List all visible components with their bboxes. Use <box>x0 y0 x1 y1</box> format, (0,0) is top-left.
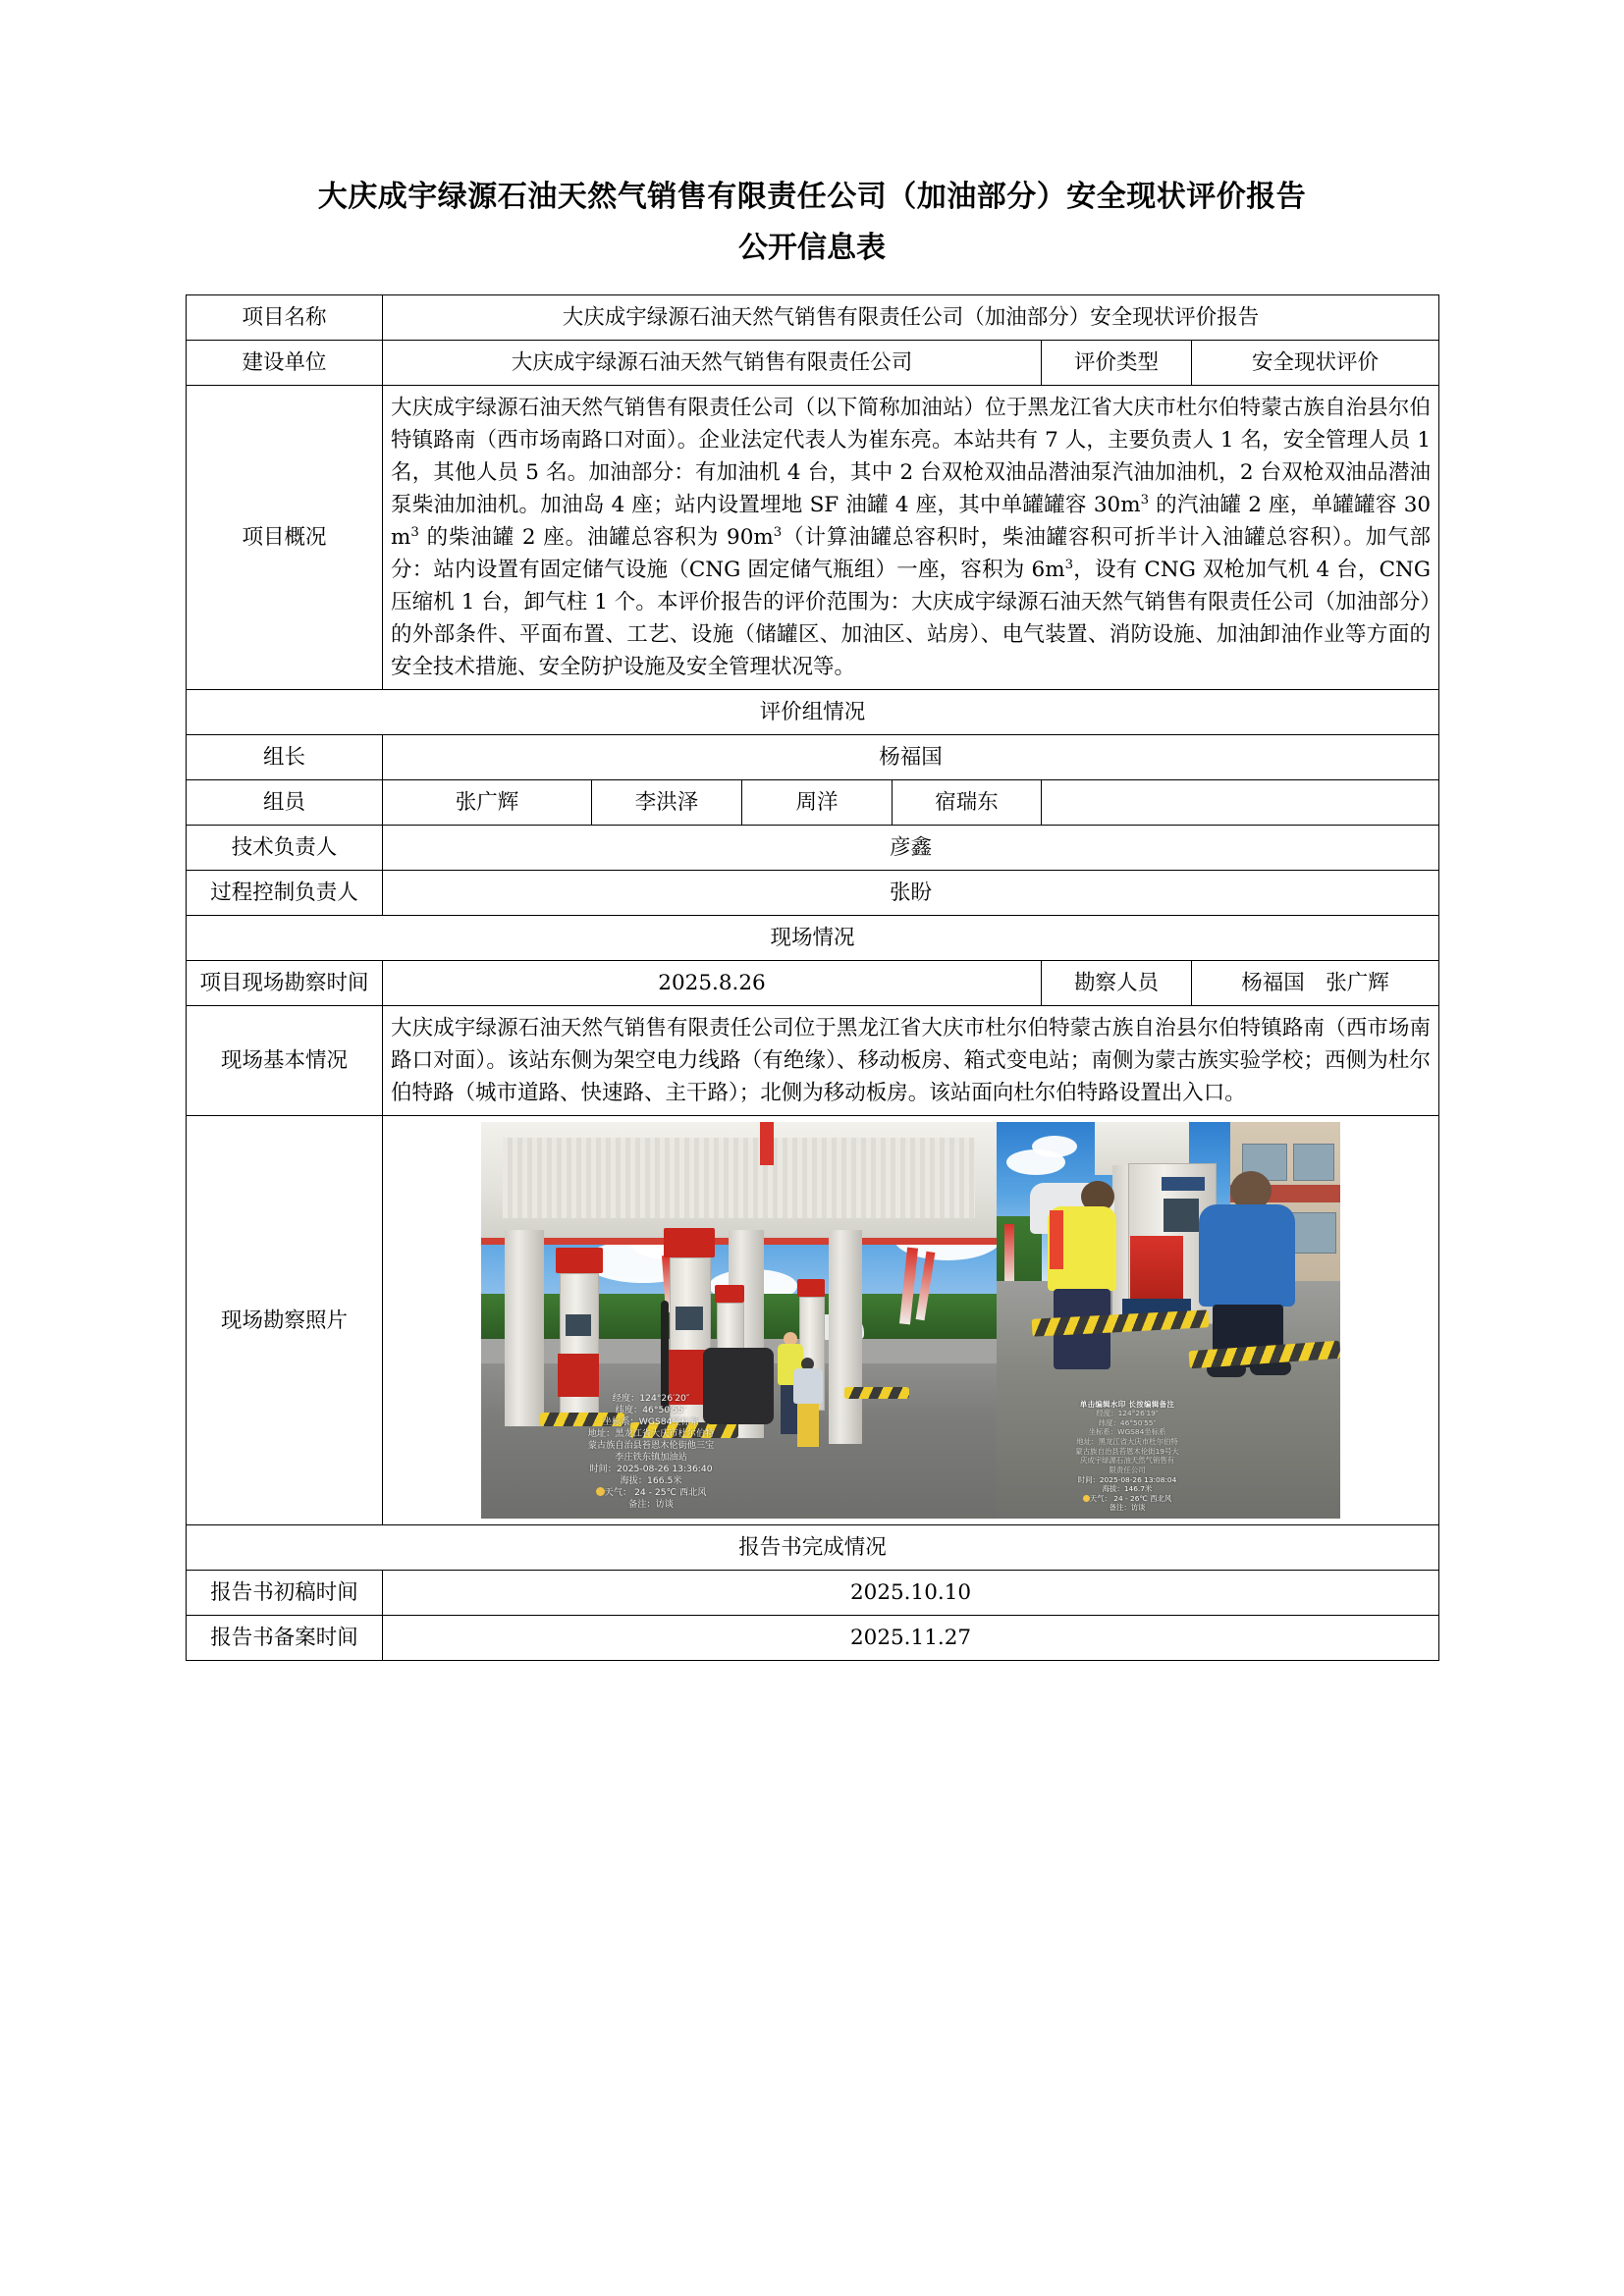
team-member-4: 宿瑞东 <box>893 780 1042 826</box>
station-canopy <box>481 1122 997 1245</box>
site-photo-2 <box>997 1122 1340 1519</box>
photo-1-watermark <box>489 1393 813 1511</box>
project-name-value: 大庆成宇绿源石油天然气销售有限责任公司（加油部分）安全现状评价报告 <box>383 295 1439 341</box>
watermark-address-line-1: 地址：黑龙江省大庆市杜尔伯特 <box>587 1428 715 1440</box>
site-situation-section-header: 现场情况 <box>187 916 1439 961</box>
watermark-weather <box>489 1487 813 1499</box>
site-photos-cell <box>383 1116 1439 1525</box>
report-completion-section-header: 报告书完成情况 <box>187 1525 1439 1571</box>
team-member-5-empty <box>1042 780 1439 826</box>
surveyor-label: 勘察人员 <box>1042 961 1192 1006</box>
canopy-column <box>829 1230 862 1444</box>
filing-time-value: 2025.11.27 <box>383 1616 1439 1661</box>
table-row <box>187 735 1439 780</box>
table-row <box>187 780 1439 826</box>
evaluation-team-section-header: 评价组情况 <box>187 690 1439 735</box>
watermark-address-line-2: 蒙古族自治县苔恩木伦街19号大 <box>1075 1446 1179 1456</box>
watermark-address-line-4: 限责任公司 <box>1109 1465 1146 1474</box>
survey-time-value: 2025.8.26 <box>383 961 1042 1006</box>
table-row <box>187 871 1439 916</box>
project-overview-label: 项目概况 <box>187 386 383 690</box>
overview-sup-1: 3 <box>1140 492 1150 507</box>
site-photos-label: 现场勘察照片 <box>187 1116 383 1525</box>
watermark-time: 时间：2025-08-26 13:08:04 <box>1077 1474 1177 1484</box>
team-members-label: 组员 <box>187 780 383 826</box>
site-basic-value: 大庆成宇绿源石油天然气销售有限责任公司位于黑龙江省大庆市杜尔伯特蒙古族自治县尔伯特镇路南（西市场南路口对面）。该站东侧为架空电力线路（有绝缘）、移动板房、箱式变电站；南侧为蒙古族实验学校；西侧为杜尔伯特路（城市道路、快速路、主干路）；北侧为移动板房。该站面向杜尔伯特路设置出入口。 <box>383 1006 1439 1116</box>
construction-unit-value: 大庆成宇绿源石油天然气销售有限责任公司 <box>383 341 1042 386</box>
team-member-1: 张广辉 <box>383 780 592 826</box>
draft-time-label: 报告书初稿时间 <box>187 1571 383 1616</box>
construction-unit-label: 建设单位 <box>187 341 383 386</box>
fuel-grade-sign <box>664 1228 715 1257</box>
team-member-2: 李洪泽 <box>592 780 742 826</box>
overview-part-1: 大庆成宇绿源石油天然气销售有限责任公司（以下简称加油站）位于黑龙江省大庆市杜尔伯特蒙古族自治县尔伯特镇路南（西市场南路口对面）。企业法定代表人为崔东亮。本站共有 7 人，主要负责人 1 名，安全管理人员 1 名，其他人员 5 名。加油部分：有加油机 4 台，其中 2 台双枪双油品潜油泵汽油加油机，2 台双枪双油品潜油泵柴油加油机。加油岛 4 座；站内设置埋地 SF 油罐 4 座，其中单罐罐容 30m <box>391 396 1432 517</box>
person-torso <box>1199 1204 1295 1307</box>
watermark-remark: 备注：访谈 <box>628 1499 674 1511</box>
uniform-stripe <box>1050 1210 1063 1269</box>
watermark-longitude: 经度：124°26′19″ <box>1096 1409 1159 1418</box>
watermark-time: 时间：2025-08-26 13:36:40 <box>589 1464 713 1475</box>
evaluation-type-value: 安全现状评价 <box>1192 341 1439 386</box>
watermark-address-line-3: 李庄铁东镇加油站 <box>615 1452 687 1464</box>
canopy-ceiling-panel <box>503 1138 975 1218</box>
watermark-elevation: 海拔：166.5米 <box>620 1475 682 1487</box>
team-leader-label: 组长 <box>187 735 383 780</box>
overview-part-3: 的柴油罐 2 座。油罐总容积为 90m <box>418 525 774 550</box>
watermark-address-line-1: 地址：黑龙江省大庆市杜尔伯特 <box>1076 1437 1178 1446</box>
overview-sup-2: 3 <box>410 524 419 540</box>
fuel-grade-sign <box>556 1248 603 1273</box>
overview-sup-4: 3 <box>1064 557 1074 572</box>
table-row <box>187 961 1439 1006</box>
overview-part-5: ，设有 CNG 双枪加气机 4 台，CNG 压缩机 1 台，卸气柱 1 个。本评价报告的评价范围为：大庆成宇绿源石油天然气销售有限责任公司（加油部分）的外部条件、平面布置、工艺、设施（储罐区、加油区、站房）、电气装置、消防设施、加油卸油作业等方面的安全技术措施、安全防护设施及安全管理状况等。 <box>391 558 1432 679</box>
surveyor-value: 杨福国 张广辉 <box>1192 961 1439 1006</box>
watermark-longitude: 经度：124°26′20″ <box>612 1393 690 1405</box>
process-control-lead-value: 张盼 <box>383 871 1439 916</box>
page-title: 大庆成宇绿源石油天然气销售有限责任公司（加油部分）安全现状评价报告 <box>317 180 1307 214</box>
team-leader-value: 杨福国 <box>383 735 1439 780</box>
watermark-address-line-2: 蒙古族自治县苔恩木伦街他三宝 <box>587 1440 715 1452</box>
watermark-coord-system: 坐标系：WGS84坐标系 <box>602 1416 700 1428</box>
dispenser-ad-panel <box>1130 1236 1183 1301</box>
table-row <box>187 1616 1439 1661</box>
watermark-remark: 备注：访谈 <box>1109 1503 1146 1513</box>
table-row <box>187 295 1439 341</box>
overview-sup-3: 3 <box>773 524 783 540</box>
table-row <box>187 690 1439 735</box>
overview-part-4: （计算油罐总容积时，柴油罐容积可折半计入油罐总容积）。加气部分：站内设置有固定储气设施（CNG 固定储气瓶组）一座，容积为 6m <box>391 525 1432 582</box>
dispenser-display <box>676 1307 703 1330</box>
technical-lead-value: 彦鑫 <box>383 826 1439 871</box>
watermark-weather <box>1004 1494 1250 1504</box>
public-information-table-wrap <box>186 294 1438 1661</box>
filing-time-label: 报告书备案时间 <box>187 1616 383 1661</box>
canopy-red-stripe <box>760 1122 774 1165</box>
project-overview-value <box>383 386 1439 690</box>
dispenser-island <box>844 1387 909 1399</box>
watermark-latitude: 纬度：46°50′55″ <box>615 1405 687 1416</box>
watermark-weather-text: 天气： 24 - 26℃ 西北风 <box>1089 1493 1172 1503</box>
team-member-3: 周洋 <box>742 780 893 826</box>
site-photo-1 <box>481 1122 997 1519</box>
dispenser-ad-panel <box>558 1354 599 1397</box>
table-row <box>187 386 1439 690</box>
table-row <box>187 916 1439 961</box>
document-title-block <box>0 0 1624 271</box>
watermark-elevation: 海拔：146.7米 <box>1102 1484 1153 1494</box>
page-subtitle: 公开信息表 <box>738 231 886 265</box>
station-worker-person <box>1048 1181 1116 1367</box>
watermark-header: 单击编辑水印 长按编辑备注 <box>1079 1399 1175 1409</box>
project-name-label: 项目名称 <box>187 295 383 341</box>
photo-gallery <box>481 1122 1340 1519</box>
photo-2-watermark <box>1004 1400 1250 1514</box>
table-row <box>187 341 1439 386</box>
watermark-coord-system: 坐标系：WGS84坐标系 <box>1088 1427 1166 1437</box>
cloud-shape <box>1032 1136 1077 1157</box>
table-row <box>187 1006 1439 1116</box>
table-row <box>187 1116 1439 1525</box>
dispenser-display <box>1164 1199 1199 1232</box>
fuel-grade-sign <box>715 1285 744 1303</box>
public-information-table <box>186 294 1439 1661</box>
site-basic-label: 现场基本情况 <box>187 1006 383 1116</box>
sun-icon <box>596 1487 605 1496</box>
evaluation-type-label: 评价类型 <box>1042 341 1192 386</box>
sun-icon <box>1083 1495 1090 1502</box>
overview-part-2: 的汽油罐 2 座，单罐罐容 30m <box>391 493 1432 550</box>
technical-lead-label: 技术负责人 <box>187 826 383 871</box>
table-row <box>187 1525 1439 1571</box>
process-control-lead-label: 过程控制负责人 <box>187 871 383 916</box>
dispenser-display <box>566 1314 591 1336</box>
table-row <box>187 1571 1439 1616</box>
promo-banner <box>1004 1224 1014 1287</box>
watermark-latitude: 纬度：46°50′55″ <box>1098 1417 1157 1427</box>
watermark-address-line-3: 庆成宇绿源石油天然气销售有 <box>1079 1456 1175 1466</box>
table-row <box>187 826 1439 871</box>
watermark-weather-text: 天气： 24 - 25℃ 西北风 <box>604 1487 707 1499</box>
fuel-grade-sign <box>797 1279 825 1297</box>
survey-time-label: 项目现场勘察时间 <box>187 961 383 1006</box>
building-window <box>1291 1212 1336 1254</box>
draft-time-value: 2025.10.10 <box>383 1571 1439 1616</box>
building-window <box>1293 1144 1334 1181</box>
